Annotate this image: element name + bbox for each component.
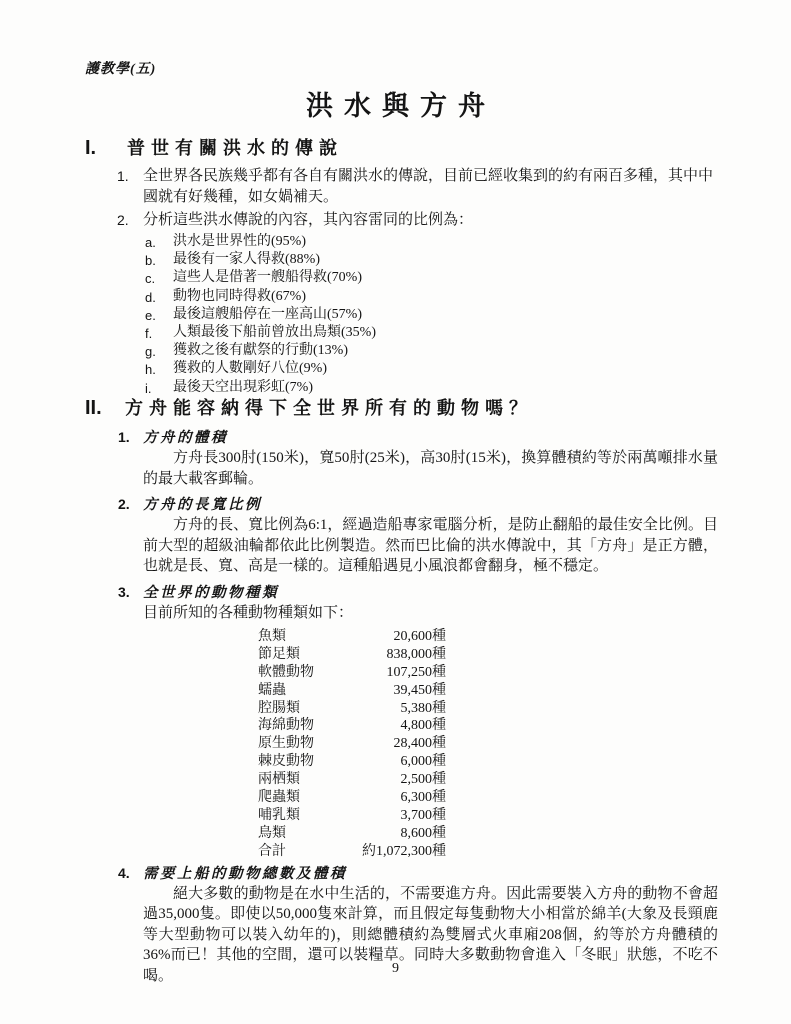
animal-category: 腔腸類	[258, 700, 300, 716]
item-letter: b.	[145, 253, 156, 269]
item-letter: c.	[145, 271, 156, 287]
animal-count: 6,300種	[400, 789, 446, 805]
animal-count: 4,800種	[400, 718, 446, 734]
animal-category: 合計	[258, 843, 286, 859]
animal-category: 鳥類	[258, 825, 286, 841]
item-text: 全世界各民族幾乎都有各自有關洪水的傳說，目前已經收集到的約有兩百多種，其中中國就有好幾種，如女媧補天。	[143, 168, 714, 205]
item-letter: d.	[145, 289, 156, 305]
section-1-heading	[85, 134, 717, 160]
item-text: 獲救的人數剛好八位(9%)	[173, 361, 327, 377]
table-row	[258, 661, 446, 679]
course-label: 護教學(五)	[85, 62, 157, 77]
list-item	[145, 233, 717, 251]
animal-count: 838,000種	[386, 646, 446, 662]
subsection-title: 全世界的動物種類	[143, 584, 279, 601]
flood-legend-list	[145, 233, 717, 397]
subsection-title: 方舟的長寬比例	[143, 497, 262, 514]
table-row	[258, 643, 446, 661]
animal-count: 約1,072,300種	[362, 843, 446, 859]
page-number: 9	[392, 961, 399, 976]
subsection-title: 方舟的體積	[143, 430, 228, 446]
item-letter: h.	[145, 362, 156, 378]
animal-category: 海綿動物	[258, 718, 314, 734]
animal-category: 哺乳類	[258, 807, 300, 823]
subsection-ark-ratio	[118, 493, 717, 577]
item-text: 最後這艘船停在一座高山(57%)	[173, 306, 362, 322]
section-ark-capacity	[85, 394, 717, 991]
subsection-heading	[118, 426, 717, 447]
paragraph: 方舟長300肘(150米)，寬50肘(25米)，高30肘(15米)，換算體積約等於兩萬噸排水量的最大載客郵輪。	[143, 450, 718, 487]
table-row	[258, 679, 446, 697]
item-number: 2.	[117, 212, 129, 228]
item-letter: i.	[145, 380, 152, 396]
animal-count: 3,700種	[400, 807, 446, 823]
paragraph: 絕大多數的動物是在水中生活的，不需要進方舟。因此需要裝入方舟的動物不會超過35,000隻。即使以50,000隻來計算，而且假定每隻動物大小相當於綿羊(大象及長頸鹿等大型動物可以裝入幼年的)，則總體積約為雙層式火車廂208個，約等於方舟體積的36%而已！其他的空間，還可以裝糧草。同時大多數動物會進入「冬眠」狀態，不吃不喝。	[143, 885, 718, 984]
animal-species-table	[258, 625, 446, 858]
animal-count: 6,000種	[400, 754, 446, 770]
table-row	[258, 625, 446, 643]
item-text: 最後有一家人得救(88%)	[173, 252, 320, 268]
subsection-animal-species	[118, 581, 717, 858]
animal-count: 107,250種	[386, 664, 446, 680]
item-letter: g.	[145, 344, 156, 360]
list-item	[145, 269, 717, 287]
section-flood-legends	[85, 134, 717, 397]
animal-count: 8,600種	[400, 825, 446, 841]
animal-category: 棘皮動物	[258, 754, 314, 770]
subsection-heading	[118, 862, 717, 883]
table-row	[258, 804, 446, 822]
item-text: 動物也同時得救(67%)	[173, 288, 306, 304]
item-number: 1.	[117, 168, 129, 184]
section-2-title: 方舟能容納得下全世界所有的動物嗎？	[125, 398, 533, 418]
subsection-heading	[118, 493, 717, 514]
list-item	[145, 288, 717, 306]
subsection-number: 1.	[118, 429, 130, 445]
item-letter: f.	[145, 326, 153, 342]
animal-category: 軟體動物	[258, 664, 314, 680]
list-item	[145, 306, 717, 324]
item-text: 最後天空出現彩虹(7%)	[173, 379, 313, 395]
item-text: 分析這些洪水傳說的內容，其內容雷同的比例為：	[143, 212, 474, 228]
animal-count: 20,600種	[393, 628, 446, 644]
animal-count: 2,500種	[400, 772, 446, 788]
table-row-total	[258, 840, 446, 858]
item-text: 獲救之後有獻祭的行動(13%)	[173, 343, 348, 359]
table-row	[258, 786, 446, 804]
animal-category: 蠕蟲	[258, 682, 286, 698]
section-2-numeral: II.	[85, 397, 102, 419]
list-item	[117, 166, 717, 208]
item-text: 這些人是借著一艘船得救(70%)	[173, 270, 362, 286]
item-text: 人類最後下船前曾放出鳥類(35%)	[173, 325, 376, 341]
subsection-number: 3.	[118, 583, 130, 600]
subsection-title: 需要上船的動物總數及體積	[143, 865, 347, 882]
animal-category: 爬蟲類	[258, 789, 300, 805]
subsection-heading	[118, 581, 717, 602]
table-intro: 目前所知的各種動物種類如下：	[143, 604, 354, 621]
section-2-heading	[85, 394, 717, 420]
animal-category: 魚類	[258, 628, 286, 644]
animal-category: 節足類	[258, 646, 300, 662]
subsection-number: 4.	[118, 864, 130, 881]
animal-category: 兩栖類	[258, 772, 300, 788]
list-item	[145, 342, 717, 360]
table-row	[258, 697, 446, 715]
table-row	[258, 732, 446, 750]
animal-count: 39,450種	[393, 682, 446, 698]
list-item	[145, 360, 717, 378]
item-letter: e.	[145, 307, 156, 323]
table-row	[258, 750, 446, 768]
item-text: 洪水是世界性的(95%)	[173, 234, 306, 249]
table-row	[258, 822, 446, 840]
subsection-number: 2.	[118, 496, 130, 513]
list-item	[145, 324, 717, 342]
list-item	[117, 210, 717, 231]
animal-count: 5,380種	[400, 700, 446, 716]
paragraph: 方舟的長、寬比例為6:1，經過造船專家電腦分析，是防止翻船的最佳安全比例。目前大型的超級油輪都依此比例製造。然而巴比倫的洪水傳說中，其「方舟」是正方體，也就是長、寬、高是一樣的。這種船遇見小風浪都會翻身，極不穩定。	[143, 517, 718, 575]
section-1-title: 普世有關洪水的傳說	[127, 138, 343, 158]
list-item	[145, 251, 717, 269]
item-letter: a.	[145, 235, 156, 250]
table-row	[258, 768, 446, 786]
table-row	[258, 714, 446, 732]
animal-category: 原生動物	[258, 736, 314, 752]
subsection-ark-volume	[118, 426, 717, 489]
animal-count: 28,400種	[393, 736, 446, 752]
section-1-numeral: I.	[85, 137, 97, 159]
document-title: 洪水與方舟	[306, 91, 496, 121]
